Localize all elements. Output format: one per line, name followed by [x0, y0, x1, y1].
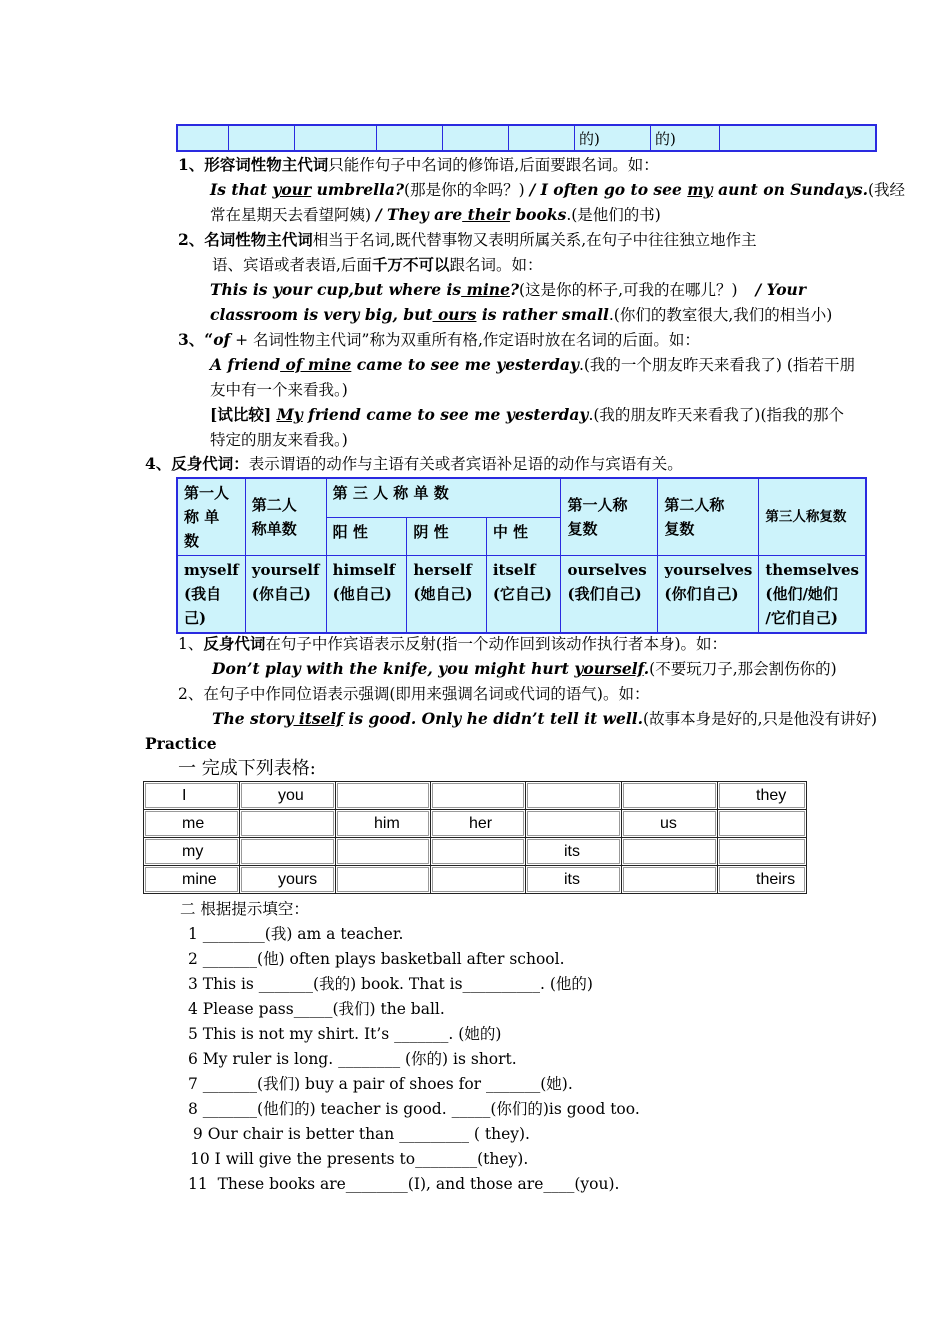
practice-cell[interactable]	[431, 838, 526, 866]
table-cell	[229, 125, 295, 151]
practice-cell[interactable]: you	[240, 782, 336, 810]
rule-2-text: 语、宾语或者表语,后面	[212, 256, 372, 274]
cell-text: (它自己)	[492, 585, 553, 603]
compare-label: [试比较]	[210, 405, 277, 424]
rule-1	[178, 155, 659, 175]
cell-myself	[177, 556, 245, 634]
practice-cell[interactable]: mine	[144, 866, 240, 894]
example-text: friend came to see me yesterday	[302, 405, 589, 424]
table-cell: 的)	[575, 125, 651, 151]
example-keyword: My	[276, 405, 303, 424]
table-cell: 的)	[651, 125, 720, 151]
rule-3-of: of	[213, 330, 231, 349]
practice-cell[interactable]	[336, 866, 431, 894]
exercise-item-1: 1 ________(我) am a teacher.	[188, 925, 404, 943]
rule-3-compare-line2: 特定的朋友来看我。)	[210, 431, 348, 449]
cell-text: (他们/她们	[765, 585, 838, 603]
usage-keyword: 反身代词	[203, 634, 266, 653]
table-row	[177, 125, 876, 151]
practice-cell[interactable]: her	[431, 810, 526, 838]
header-masculine: 阳 性	[326, 517, 407, 555]
reflexive-pronoun-table	[176, 477, 867, 634]
practice-cell[interactable]: they	[718, 782, 807, 810]
rule-2-heading: 2、名词性物主代词	[178, 230, 313, 249]
practice-cell[interactable]	[431, 782, 526, 810]
example-translation: (那是你的伞吗？)	[404, 181, 530, 199]
example-text: books	[509, 205, 567, 224]
cell-text: (你们自己)	[664, 585, 739, 603]
practice-cell[interactable]: its	[526, 866, 622, 894]
example-translation: (故事本身是好的,只是他没有讲好)	[643, 710, 878, 728]
example-translation: 常在星期天去看望阿姨)	[210, 206, 376, 224]
example-keyword: ours	[432, 305, 477, 324]
header-text: 第一人	[184, 484, 230, 502]
rule-3-example	[210, 355, 855, 375]
exercise-item-10: 10 I will give the presents to________(they).	[190, 1150, 529, 1168]
example-translation: .(我的一个朋友昨天来看我了) (指若干朋	[578, 356, 855, 374]
table-cell	[443, 125, 509, 151]
rule-2-text: 相当于名词,既代替事物又表明所属关系,在句子中往往独立地作主	[312, 231, 757, 249]
rule-3-heading: 3、“	[178, 330, 214, 349]
usage-1	[178, 634, 727, 654]
practice-cell[interactable]	[336, 838, 431, 866]
rule-4-text: 表示谓语的动作与主语有关或者宾语补足语的动作与宾语有关。	[248, 455, 683, 473]
example-translation: .(你们的教室很大,我们的相当小)	[608, 306, 833, 324]
header-first-plural	[561, 478, 658, 556]
example-text: ?	[509, 280, 520, 299]
practice-cell[interactable]	[240, 810, 336, 838]
cell-themselves	[759, 556, 866, 634]
practice-cell[interactable]: us	[622, 810, 718, 838]
table-header-row	[177, 478, 866, 517]
example-translation: .(是他们的书)	[566, 206, 661, 224]
practice-cell[interactable]	[240, 838, 336, 866]
top-table-fragment	[176, 124, 877, 152]
practice-cell[interactable]	[622, 866, 718, 894]
example-text: umbrella?	[311, 180, 405, 199]
practice-cell[interactable]	[718, 838, 807, 866]
table-row	[144, 838, 807, 866]
practice-cell[interactable]	[526, 810, 622, 838]
cell-text: (他自己)	[332, 585, 392, 603]
header-second-singular	[245, 478, 326, 556]
header-text: 复数	[664, 520, 695, 538]
cell-ourselves	[561, 556, 658, 634]
table-row	[144, 782, 807, 810]
header-first-singular	[177, 478, 245, 556]
practice-cell[interactable]: my	[144, 838, 240, 866]
cell-text: /它们自己)	[765, 609, 838, 627]
cell-text: myself	[184, 561, 239, 579]
practice-cell[interactable]	[622, 782, 718, 810]
cell-itself	[486, 556, 561, 634]
example-keyword: my	[687, 180, 713, 199]
rule-1-heading: 1、形容词性物主代词	[178, 155, 329, 174]
example-translation: (不要玩刀子,那会割伤你的)	[649, 660, 837, 678]
rule-4-heading: 4、反身代词：	[145, 454, 249, 473]
practice-cell[interactable]: him	[336, 810, 431, 838]
exercise-item-9: 9 Our chair is better than _________ ( they).	[188, 1125, 530, 1143]
rule-2-text: 跟名词。如：	[449, 256, 543, 274]
example-keyword: itself	[293, 709, 344, 728]
cell-text: (你自己)	[251, 585, 311, 603]
example-translation: (这是你的杯子,可我的在哪儿？)	[519, 281, 738, 299]
example-text: The story	[212, 709, 294, 728]
practice-cell[interactable]: theirs	[718, 866, 807, 894]
example-keyword: yourself	[574, 659, 644, 678]
rule-3-text: + 名词性物主代词”称为双重所有格,作定语时放在名词的后面。如：	[230, 331, 700, 349]
table-cell	[177, 125, 229, 151]
cell-text: (我们自己)	[567, 585, 642, 603]
example-text: / I often go to see	[529, 180, 688, 199]
rule-1-example	[210, 180, 905, 200]
exercise-item-4: 4 Please pass_____(我们) the ball.	[188, 1000, 445, 1018]
header-feminine: 阴 性	[407, 517, 486, 555]
example-text: is good. Only he didn’t tell it well.	[343, 709, 644, 728]
exercise-item-8: 8 _______(他们的) teacher is good. _____(你们的)is good too.	[188, 1100, 640, 1118]
header-text: 第一人称	[567, 496, 628, 514]
usage-1-example	[212, 659, 837, 679]
example-text: came to see me yesterday	[351, 355, 579, 374]
header-second-plural	[658, 478, 759, 556]
practice-title: Practice	[145, 734, 217, 753]
cell-text: herself	[413, 561, 472, 579]
example-text: / Your	[755, 280, 806, 299]
header-text: 数	[184, 532, 200, 550]
usage-2-example	[212, 709, 877, 729]
practice-cell[interactable]: I	[144, 782, 240, 810]
header-third-singular: 第 三 人 称 单 数	[326, 478, 561, 517]
rule-2-example	[210, 280, 806, 300]
example-text: is rather small	[476, 305, 609, 324]
table-cell	[720, 125, 877, 151]
rule-1-text: 只能作句子中名词的修饰语,后面要跟名词。如：	[328, 156, 659, 174]
rule-4	[145, 454, 683, 474]
exercise-item-6: 6 My ruler is long. ________ (你的) is short.	[188, 1050, 517, 1068]
cell-text: themselves	[765, 561, 859, 579]
cell-text: (我自	[184, 585, 222, 603]
cell-text: yourself	[251, 561, 320, 579]
example-text: classroom is very big, but	[210, 305, 433, 324]
exercise-item-7: 7 _______(我们) buy a pair of shoes for _______(她).	[188, 1075, 573, 1093]
header-third-plural: 第三人称复数	[759, 478, 866, 556]
practice-table	[143, 781, 807, 894]
example-text: aunt on Sundays.	[712, 180, 868, 199]
table-row	[144, 866, 807, 894]
practice-cell[interactable]	[622, 838, 718, 866]
header-text: 复数	[567, 520, 598, 538]
table-row	[177, 556, 866, 634]
exercise-item-11: 11 These books are________(I), and those are____(you).	[188, 1175, 620, 1193]
example-translation: .(我的朋友昨天来看我了)(指我的那个	[588, 406, 845, 424]
cell-himself	[326, 556, 407, 634]
cell-herself	[407, 556, 486, 634]
cell-text: 己)	[184, 609, 207, 627]
cell-text: yourselves	[664, 561, 753, 579]
rule-3	[178, 330, 700, 350]
practice-cell[interactable]: me	[144, 810, 240, 838]
practice-part-1-title: 一 完成下列表格:	[178, 758, 316, 779]
cell-text: (她自己)	[413, 585, 473, 603]
rule-2-line2	[212, 255, 542, 275]
example-keyword: of mine	[280, 355, 352, 374]
rule-3-compare	[210, 405, 844, 425]
header-text: 称 单	[184, 508, 220, 526]
exercise-item-5: 5 This is not my shirt. It’s _______. (她的)	[188, 1025, 502, 1043]
example-keyword: their	[462, 205, 510, 224]
practice-cell[interactable]: yours	[240, 866, 336, 894]
practice-cell[interactable]	[431, 866, 526, 894]
example-text: This is your cup,but where is	[210, 280, 462, 299]
header-text: 第二人称	[664, 496, 725, 514]
example-text: Is that	[210, 180, 273, 199]
example-translation: (我经	[867, 181, 906, 199]
exercise-item-3: 3 This is _______(我的) book. That is__________. (他的)	[188, 975, 593, 993]
cell-text: ourselves	[567, 561, 647, 579]
header-neuter: 中 性	[486, 517, 561, 555]
usage-text: 1、	[178, 635, 204, 653]
header-text: 第二人	[251, 496, 297, 514]
cell-text: itself	[492, 561, 536, 579]
rule-3-example-line2: 友中有一个来看我。)	[210, 381, 348, 399]
rule-2-example-line2	[210, 305, 832, 325]
practice-cell[interactable]	[336, 782, 431, 810]
practice-cell[interactable]	[718, 810, 807, 838]
cell-text: himself	[332, 561, 396, 579]
example-keyword: your	[272, 180, 312, 199]
rule-2	[178, 230, 757, 250]
usage-2: 2、在句子中作同位语表示强调(即用来强调名词或代词的语气)。如：	[178, 685, 650, 703]
table-cell	[509, 125, 575, 151]
example-text: Don’t play with the knife, you might hurt	[212, 659, 575, 678]
rule-1-example-line2	[210, 205, 661, 225]
example-text: .	[643, 659, 650, 678]
rule-2-emphasis: 千万不可以	[371, 255, 450, 274]
cell-yourself	[245, 556, 326, 634]
cell-yourselves	[658, 556, 759, 634]
example-text: / They are	[375, 205, 463, 224]
example-text: A friend	[210, 355, 281, 374]
practice-cell[interactable]: its	[526, 838, 622, 866]
practice-cell[interactable]	[526, 782, 622, 810]
table-cell	[377, 125, 443, 151]
exercise-item-2: 2 _______(他) often plays basketball after school.	[188, 950, 565, 968]
usage-text: 在句子中作宾语表示反射(指一个动作回到该动作执行者本身)。如：	[265, 635, 727, 653]
table-row	[144, 810, 807, 838]
header-text: 称单数	[251, 520, 297, 538]
example-keyword: mine	[461, 280, 510, 299]
table-cell	[295, 125, 377, 151]
practice-part-2-title: 二 根据提示填空：	[180, 900, 309, 918]
